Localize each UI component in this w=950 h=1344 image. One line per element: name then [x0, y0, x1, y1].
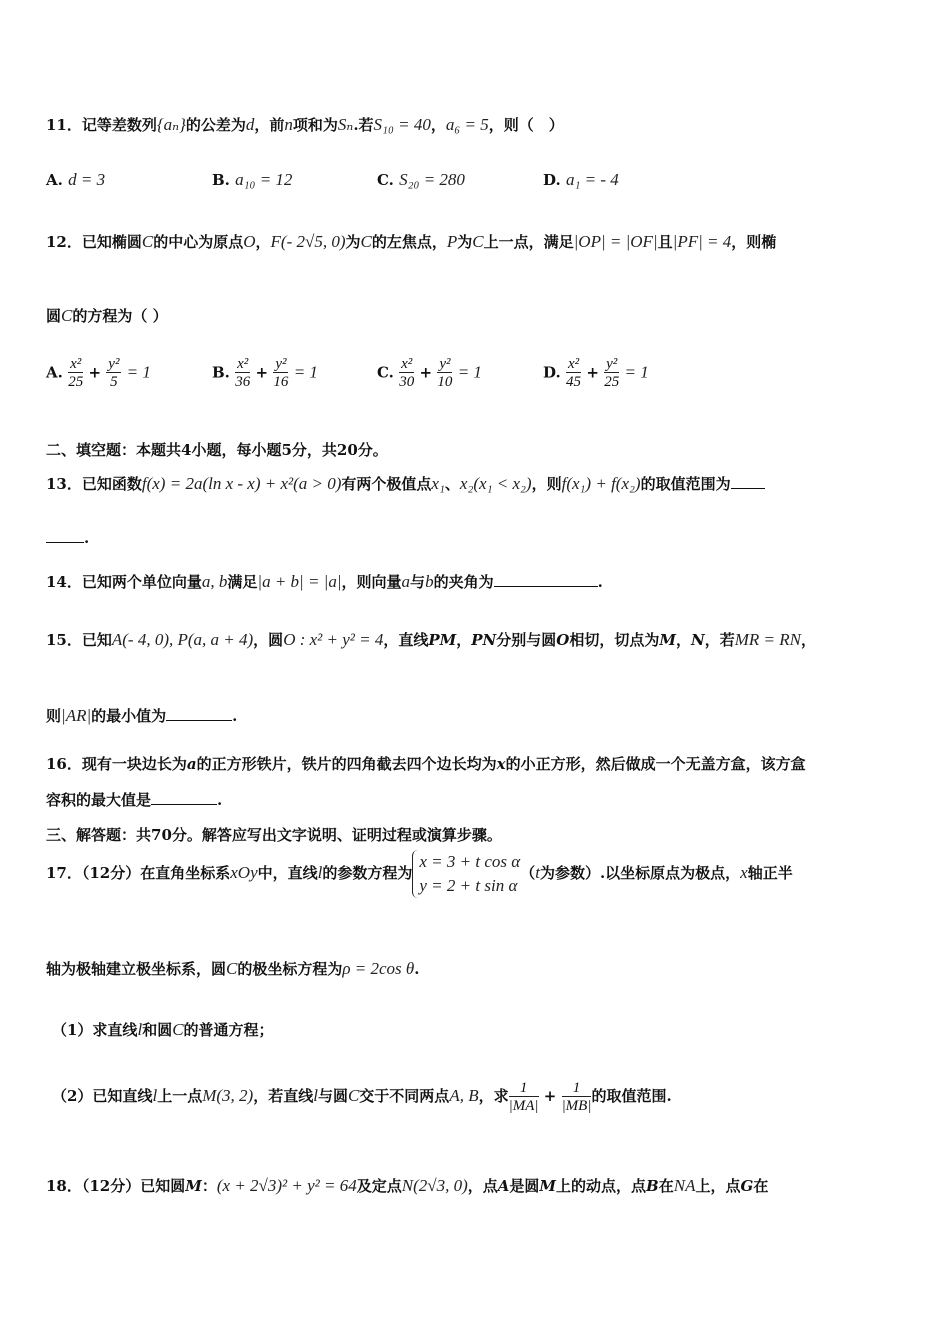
q17-part1: （1）求直线l和圆C的普通方程；: [52, 1020, 274, 1039]
q17-part2: （2）已知直线l上一点M(3, 2)，若直线l与圆C交于不同两点A, B，求 $\frac{1}{|MA|}$ + $\frac{1}{|MB|}$ 的取值范围.: [52, 1079, 672, 1114]
q17-parametric-system: x = 3 + t cos α y = 2 + t sin α: [412, 850, 520, 898]
q15-answer-blank[interactable]: [166, 720, 232, 721]
q16-stem-line1: 16．现有一块边长为a的正方形铁片，铁片的四角截去四个边长均为x的小正方形，然后做成一个无盖方盒，该方盒: [46, 755, 806, 773]
q12-stem-line1: 12．已知椭圆C的中心为原点O，F(- 2√5, 0)为C的左焦点，P为C上一点，满足|OP| = |OF|且|PF| = 4，则椭: [46, 232, 777, 251]
q13-stem-line2: .: [46, 528, 89, 548]
q12-option-c: C. $\frac{\text{x²}}{30}$ + $\frac{\text{y²}}{10}$ = 1: [377, 356, 482, 390]
section-solution-heading: 三、解答题：共70分。解答应写出文字说明、证明过程或演算步骤。: [46, 826, 502, 844]
q15-stem-line2: 则|AR|的最小值为 .: [46, 706, 238, 725]
q11-option-b: B. a₁₀ = 12: [212, 170, 293, 189]
q13-answer-blank-1[interactable]: [731, 488, 765, 489]
q11-option-a: A. d = 3: [46, 170, 106, 189]
section-fill-in-heading: 二、填空题：本题共4小题，每小题5分，共20分。: [46, 441, 388, 459]
q17-stem-line1: 17．（12分）在直角坐标系xOy中，直线l的参数方程为 x = 3 + t cos α y = 2 + t sin α （t为参数）.以坐标原点为极点，x轴正半: [46, 848, 793, 898]
q14-answer-blank[interactable]: [494, 586, 598, 587]
q12-option-b: B. $\frac{\text{x²}}{36}$ + $\frac{\text{y²}}{16}$ = 1: [212, 356, 318, 390]
q18-stem: 18．（12分）已知圆M：(x + 2√3)² + y² = 64及定点N(2√3, 0)，点A是圆M上的动点，点B在NA上，点G在: [46, 1176, 769, 1195]
q13-stem: 13．已知函数f(x) = 2a(ln x - x) + x²(a > 0)有两个极值点x₁、x₂(x₁ < x₂)，则f(x₁) + f(x₂)的取值范围为: [46, 474, 765, 494]
q11-option-c: C. S₂₀ = 280: [377, 170, 465, 189]
q11-option-d: D. a₁ = - 4: [543, 170, 619, 189]
q14-stem: 14．已知两个单位向量a, b满足|a + b| = |a|，则向量a与b的夹角为 .: [46, 572, 603, 591]
q16-stem-line2: 容积的最大值是 .: [46, 791, 223, 809]
q17-fraction-ma: $\frac{1}{|MA|}$: [508, 1079, 539, 1114]
q17-fraction-mb: $\frac{1}{|MB|}$: [561, 1079, 592, 1114]
q16-answer-blank[interactable]: [151, 804, 217, 805]
q12-stem-line2: 圆C的方程为（ ）: [46, 306, 168, 325]
q11-stem: 11．记等差数列{aₙ}的公差为d，前n项和为Sₙ.若S₁₀ = 40，a₆ = 5，则（ ）: [46, 115, 564, 134]
q15-stem-line1: 15．已知A(- 4, 0), P(a, a + 4)，圆O : x² + y² = 4，直线PM，PN分别与圆O相切，切点为M，N，若MR = RN，: [46, 630, 817, 649]
q12-option-a: A. $\frac{\text{x²}}{25}$ + $\frac{\text{y²}}{5}$ = 1: [46, 356, 151, 390]
q12-option-d: D. $\frac{\text{x²}}{45}$ + $\frac{\text{y²}}{25}$ = 1: [543, 356, 649, 390]
q17-stem-line2: 轴为极轴建立极坐标系，圆C的极坐标方程为ρ = 2cos θ.: [46, 959, 420, 978]
q13-answer-blank-2[interactable]: [46, 542, 84, 543]
